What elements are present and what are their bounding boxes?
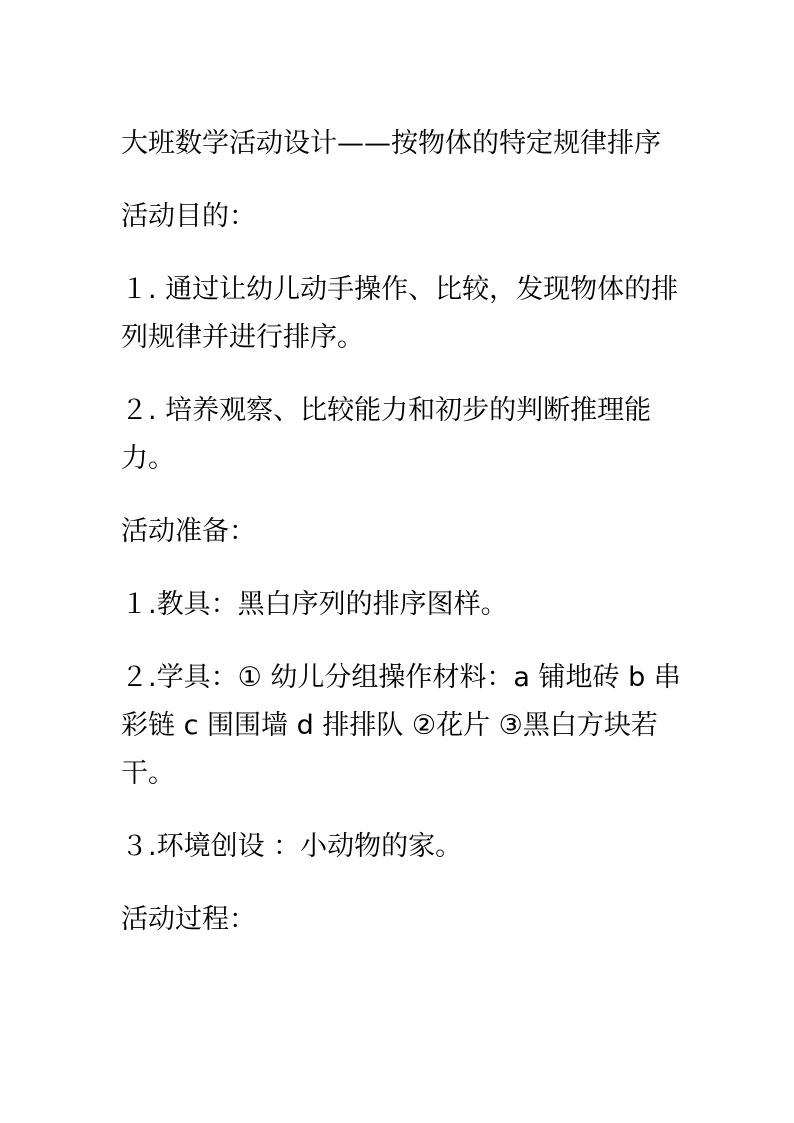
preparation-1: １.教具：黑白序列的排序图样。: [121, 589, 508, 620]
preparation-heading: 活动准备：: [121, 516, 256, 547]
document-body: [121, 120, 681, 944]
process-heading: 活动过程：: [121, 904, 256, 935]
objectives-heading: 活动目的：: [121, 201, 256, 232]
document-title: 大班数学活动设计——按物体的特定规律排序: [121, 128, 661, 159]
objective-1: １. 通过让幼儿动手操作、比较，发现物体的排列规律并进行排序。: [121, 274, 679, 353]
preparation-2: ２.学具：① 幼儿分组操作材料：a 铺地砖 b 串彩链 c 围围墙 d 排排队 ②花片 ③黑白方块若干。: [121, 662, 681, 789]
objective-2: ２. 培养观察、比较能力和初步的判断推理能力。: [121, 395, 652, 474]
preparation-3: ３.环境创设 ：小动物的家。: [121, 831, 463, 862]
